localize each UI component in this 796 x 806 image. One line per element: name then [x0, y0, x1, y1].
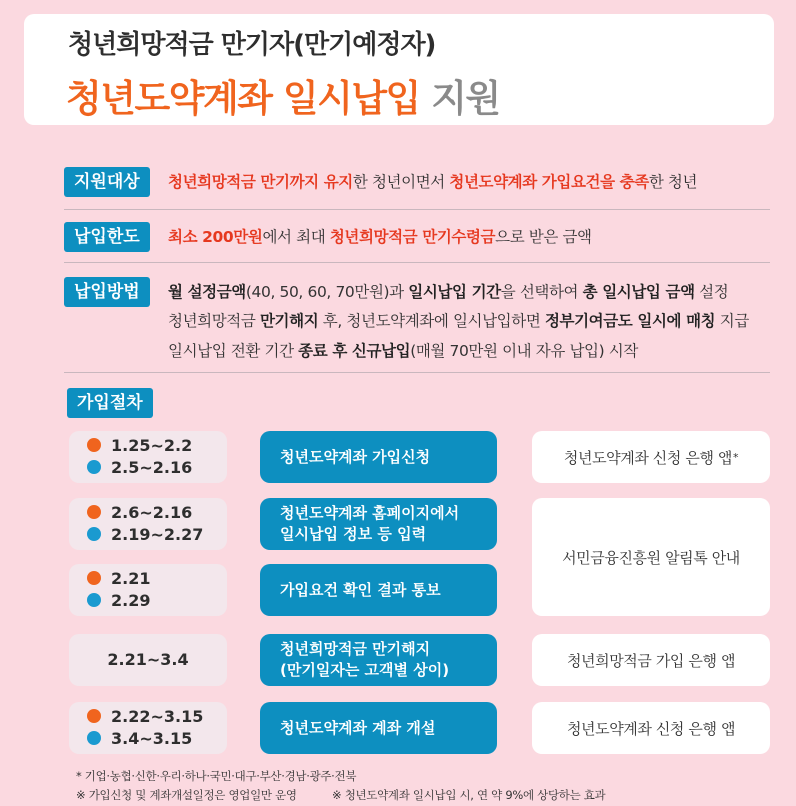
divider [64, 262, 770, 263]
divider [64, 372, 770, 373]
step-4-where: 청년희망적금 가입 은행 앱 [532, 634, 770, 686]
blue-dot-icon [87, 593, 101, 607]
title-muted: 지원 [419, 77, 500, 120]
step-2-dates: 2.6~2.16 2.19~2.27 [69, 498, 227, 550]
step-3-box: 가입요건 확인 결과 통보 [260, 564, 497, 616]
step-3-dates: 2.21 2.29 [69, 564, 227, 616]
footnote-banks: * 기업·농협·신한·우리·하나·국민·대구·부산·경남·광주·전북 [76, 769, 357, 783]
limit-row [64, 220, 770, 263]
method-badge: 납입방법 [64, 277, 150, 307]
orange-dot-icon [87, 571, 101, 585]
method-line-3: 일시납입 전환 기간 종료 후 신규납입(매월 70만원 이내 자유 납입) 시작 [168, 342, 638, 360]
step-5-box: 청년도약계좌 계좌 개설 [260, 702, 497, 754]
step-1-dates: 1.25~2.2 2.5~2.16 [69, 431, 227, 483]
blue-dot-icon [87, 460, 101, 474]
method-row [64, 274, 770, 373]
limit-text: 최소 200만원에서 최대 청년희망적금 만기수령금으로 받은 금액 [168, 228, 592, 246]
footnote-effect: ※ 청년도약계좌 일시납입 시, 연 약 9%에 상당하는 효과 [332, 788, 606, 802]
step-1-box: 청년도약계좌 가입신청 [260, 431, 497, 483]
target-row [64, 163, 770, 210]
orange-dot-icon [87, 709, 101, 723]
footnote-schedule: ※ 가입신청 및 계좌개설일정은 영업일만 운영 [76, 788, 297, 802]
page-subtitle: 청년희망적금 만기자(만기예정자) [68, 30, 436, 60]
header-card [24, 14, 774, 125]
target-badge: 지원대상 [64, 167, 150, 197]
orange-dot-icon [87, 438, 101, 452]
step-2-box: 청년도약계좌 홈페이지에서 일시납입 정보 등 입력 [260, 498, 497, 550]
title-accent: 청년도약계좌 일시납입 [66, 77, 420, 120]
step-4-dates: 2.21~3.4 [69, 634, 227, 686]
step-5-dates: 2.22~3.15 3.4~3.15 [69, 702, 227, 754]
limit-badge: 납입한도 [64, 222, 150, 252]
step-4-box: 청년희망적금 만기해지 (만기일자는 고객별 상이) [260, 634, 497, 686]
page-title [66, 68, 500, 122]
merged-where-box: 서민금융진흥원 알림톡 안내 [532, 498, 770, 616]
orange-dot-icon [87, 505, 101, 519]
step-1-where: 청년도약계좌 신청 은행 앱 * [532, 431, 770, 483]
blue-dot-icon [87, 731, 101, 745]
blue-dot-icon [87, 527, 101, 541]
divider [64, 209, 770, 210]
step-5-where: 청년도약계좌 신청 은행 앱 [532, 702, 770, 754]
procedure-badge: 가입절차 [67, 388, 153, 418]
method-line-1: 월 설정금액(40, 50, 60, 70만원)과 일시납입 기간을 선택하여 총 일시납입 금액 설정 [168, 283, 729, 301]
target-text: 청년희망적금 만기까지 유지한 청년이면서 청년도약계좌 가입요건을 충족한 청년 [168, 173, 698, 191]
method-line-2: 청년희망적금 만기해지 후, 청년도약계좌에 일시납입하면 정부기여금도 일시에 매칭 지급 [168, 312, 749, 330]
